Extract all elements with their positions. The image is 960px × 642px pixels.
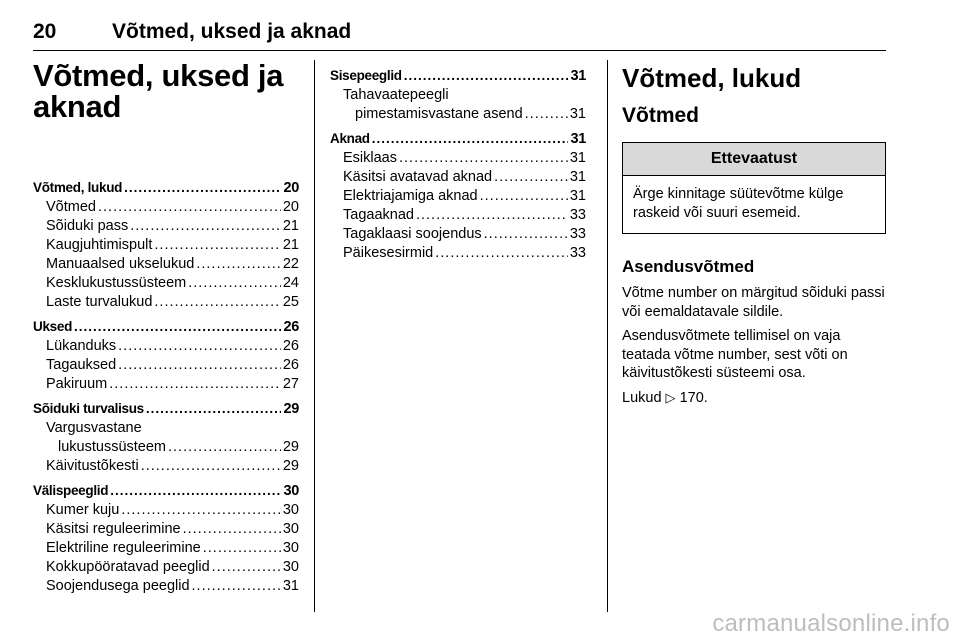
toc-entry[interactable]: lukustussüsteem ..... 29 xyxy=(33,438,299,457)
toc-section[interactable]: Välispeeglid ..... 30 xyxy=(33,481,299,501)
paragraph: Võtme number on märgitud sõiduki passi või eemaldatavale sildile. xyxy=(622,285,885,320)
toc-entry[interactable]: Tagaaknad ..... 33 xyxy=(330,206,586,225)
toc-entry[interactable]: Esiklaas ..... 31 xyxy=(330,149,586,168)
toc-entry[interactable]: Pakiruum ..... 27 xyxy=(33,375,299,394)
toc-entry-line[interactable]: Tahavaatepeegli xyxy=(343,87,449,103)
toc-entry[interactable]: Kokkupööratavad peeglid ..... 30 xyxy=(33,558,299,577)
toc-section[interactable]: Uksed ..... 26 xyxy=(33,317,299,337)
subheading: Asendusvõtmed xyxy=(622,257,755,276)
content-column xyxy=(622,60,886,413)
toc-entry[interactable]: pimestamisvastane asend ..... 31 xyxy=(330,105,586,124)
table-of-contents xyxy=(33,178,299,596)
page-number: 20 xyxy=(33,20,57,43)
toc-column-1 xyxy=(33,60,299,596)
toc-entry[interactable]: Võtmed ..... 20 xyxy=(33,198,299,217)
toc-column-2 xyxy=(330,66,586,263)
column-divider-left xyxy=(314,60,315,612)
caution-title: Ettevaatust xyxy=(623,143,885,176)
toc-entry[interactable]: Käivitustõkesti ..... 29 xyxy=(33,457,299,476)
toc-entry-line[interactable]: Vargusvastane xyxy=(46,420,142,436)
page-header xyxy=(33,8,886,51)
toc-section[interactable]: Sisepeeglid ..... 31 xyxy=(330,66,586,86)
toc-entry[interactable]: Käsitsi reguleerimine ..... 30 xyxy=(33,520,299,539)
toc-entry[interactable]: Päikesesirmid ..... 33 xyxy=(330,244,586,263)
paragraph: Asendusvõtmete tellimisel on vaja teatada võtme number, sest võti on käivitustõkesti süsteemi osa. xyxy=(622,328,848,381)
toc-entry[interactable]: Tagaklaasi soojendus ..... 33 xyxy=(330,225,586,244)
watermark: carmanualsonline.info xyxy=(712,610,950,637)
cross-reference[interactable]: Lukud ▷ 170. xyxy=(622,389,708,406)
toc-entry[interactable]: Lükanduks ..... 26 xyxy=(33,337,299,356)
running-title: Võtmed, uksed ja aknad xyxy=(112,20,352,43)
toc-entry[interactable]: Manuaalsed ukselukud ..... 22 xyxy=(33,255,299,274)
caution-box xyxy=(622,142,886,234)
toc-entry[interactable]: Kumer kuju ..... 30 xyxy=(33,501,299,520)
toc-entry[interactable]: Kaugjuhtimispult ..... 21 xyxy=(33,236,299,255)
toc-entry[interactable]: Sõiduki pass ..... 21 xyxy=(33,217,299,236)
toc-entry[interactable]: Elektriajamiga aknad ..... 31 xyxy=(330,187,586,206)
section-heading: Võtmed, lukud xyxy=(622,63,802,93)
toc-entry[interactable]: Soojendusega peeglid ..... 31 xyxy=(33,577,299,596)
toc-entry[interactable]: Käsitsi avatavad aknad ..... 31 xyxy=(330,168,586,187)
toc-section[interactable]: Aknad ..... 31 xyxy=(330,129,586,149)
caution-text: Ärge kinnitage süütevõtme külge raskeid või suuri esemeid. xyxy=(633,186,844,221)
chapter-title: Võtmed, uksed ja aknad xyxy=(33,58,284,124)
column-divider-right xyxy=(607,60,608,612)
toc-section[interactable]: Võtmed, lukud ..... 20 xyxy=(33,178,299,198)
page-reference-arrow-icon: ▷ xyxy=(665,389,676,405)
toc-entry[interactable]: Laste turvalukud ..... 25 xyxy=(33,293,299,312)
toc-entry[interactable]: Tagauksed ..... 26 xyxy=(33,356,299,375)
toc-entry[interactable]: Elektriline reguleerimine ..... 30 xyxy=(33,539,299,558)
toc-section[interactable]: Sõiduki turvalisus ..... 29 xyxy=(33,399,299,419)
subsection-heading: Võtmed xyxy=(622,104,700,127)
toc-entry[interactable]: Kesklukustussüsteem ..... 24 xyxy=(33,274,299,293)
